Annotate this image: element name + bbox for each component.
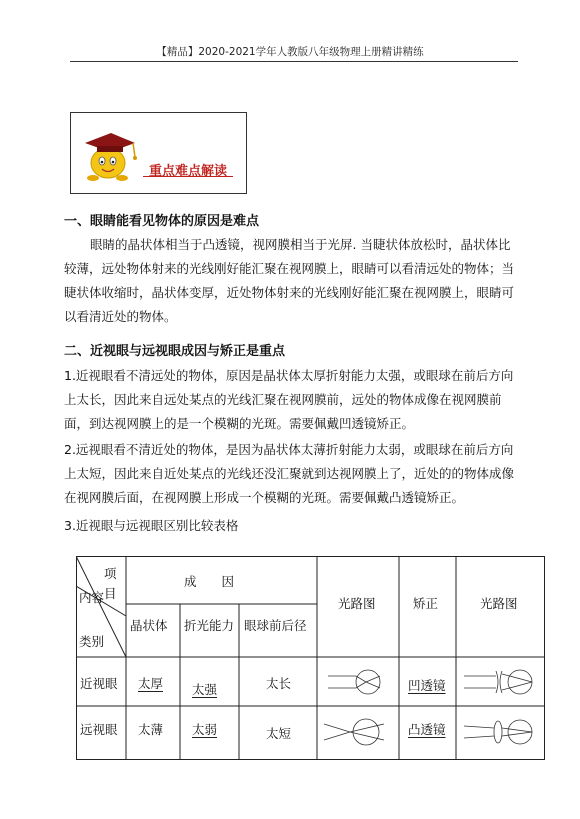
hyperopia-corrected-light-path-diagram	[464, 720, 532, 744]
graduation-cap-mascot-icon	[75, 117, 145, 187]
section1-body: 眼睛的晶状体相当于凸透镜，视网膜相当于光屏. 当睫状体放松时，晶状体比较薄，远处物体射来的光线刚好能汇聚在视网膜上，眼睛可以看清远处的物体；当睫状体收缩时，晶状体变厚，近处物体射来的光线刚好能汇聚在视网膜上，眼睛可以看清近处的物体。	[64, 237, 515, 324]
comparison-table	[76, 556, 546, 761]
light-path-header: 光路图	[338, 596, 376, 611]
hyperopia-light-path-diagram	[324, 719, 384, 745]
row-myopia-fix: 凹透镜	[408, 678, 446, 693]
page-header: 【精品】2020-2021学年人教版八年级物理上册精讲精练	[156, 46, 424, 58]
row-hyperopia-axis: 太短	[266, 726, 292, 741]
myopia-corrected-light-path-diagram	[464, 670, 532, 694]
row-myopia-type: 近视眼	[80, 676, 118, 691]
corner-item: 项目	[104, 566, 117, 601]
cause-header: 成 因	[184, 574, 235, 589]
row-myopia-power: 太强	[192, 682, 218, 697]
corner-content: 内容	[79, 590, 105, 605]
myopia-light-path-diagram	[328, 670, 380, 694]
light-path2-header: 光路图	[480, 596, 518, 611]
section1-heading: 一、眼睛能看见物体的原因是难点	[64, 214, 260, 229]
section2-item3: 3.近视眼与远视眼区别比较表格	[64, 518, 239, 533]
subheader-power: 折光能力	[184, 618, 235, 633]
key-points-badge	[70, 112, 247, 194]
subheader-lens: 晶状体	[130, 618, 168, 633]
row-hyperopia-lens: 太薄	[138, 722, 164, 737]
badge-label: 重点难点解读	[149, 164, 228, 179]
corner-category: 类别	[79, 634, 105, 649]
header-divider	[70, 61, 518, 62]
row-myopia-lens: 太厚	[138, 676, 164, 691]
subheader-axis: 眼球前后径	[244, 618, 307, 633]
row-myopia-axis: 太长	[266, 676, 292, 691]
section2-item2: 2.远视眼看不清近处的物体，是因为晶状体太薄折射能力太弱，或眼球在前后方向上太短，因此来自近处某点的光线还没汇聚就到达视网膜上了，近处的的物体成像在视网膜后面，在视网膜上形成一个模糊的光斑。需要佩戴凸透镜矫正。	[64, 442, 515, 505]
row-hyperopia-type: 远视眼	[80, 722, 118, 737]
row-hyperopia-fix: 凸透镜	[408, 722, 446, 737]
correction-header: 矫正	[413, 596, 439, 611]
section2-heading: 二、近视眼与远视眼成因与矫正是重点	[64, 344, 286, 359]
section2-item1: 1.近视眼看不清远处的物体，原因是晶状体太厚折射能力太强，或眼球在前后方向上太长，因此来自远处某点的光线汇聚在视网膜前，远处的物体成像在视网膜前面，到达视网膜上的是一个模糊的光斑。需要佩戴凹透镜矫正。	[64, 368, 514, 431]
row-hyperopia-power: 太弱	[192, 722, 218, 737]
